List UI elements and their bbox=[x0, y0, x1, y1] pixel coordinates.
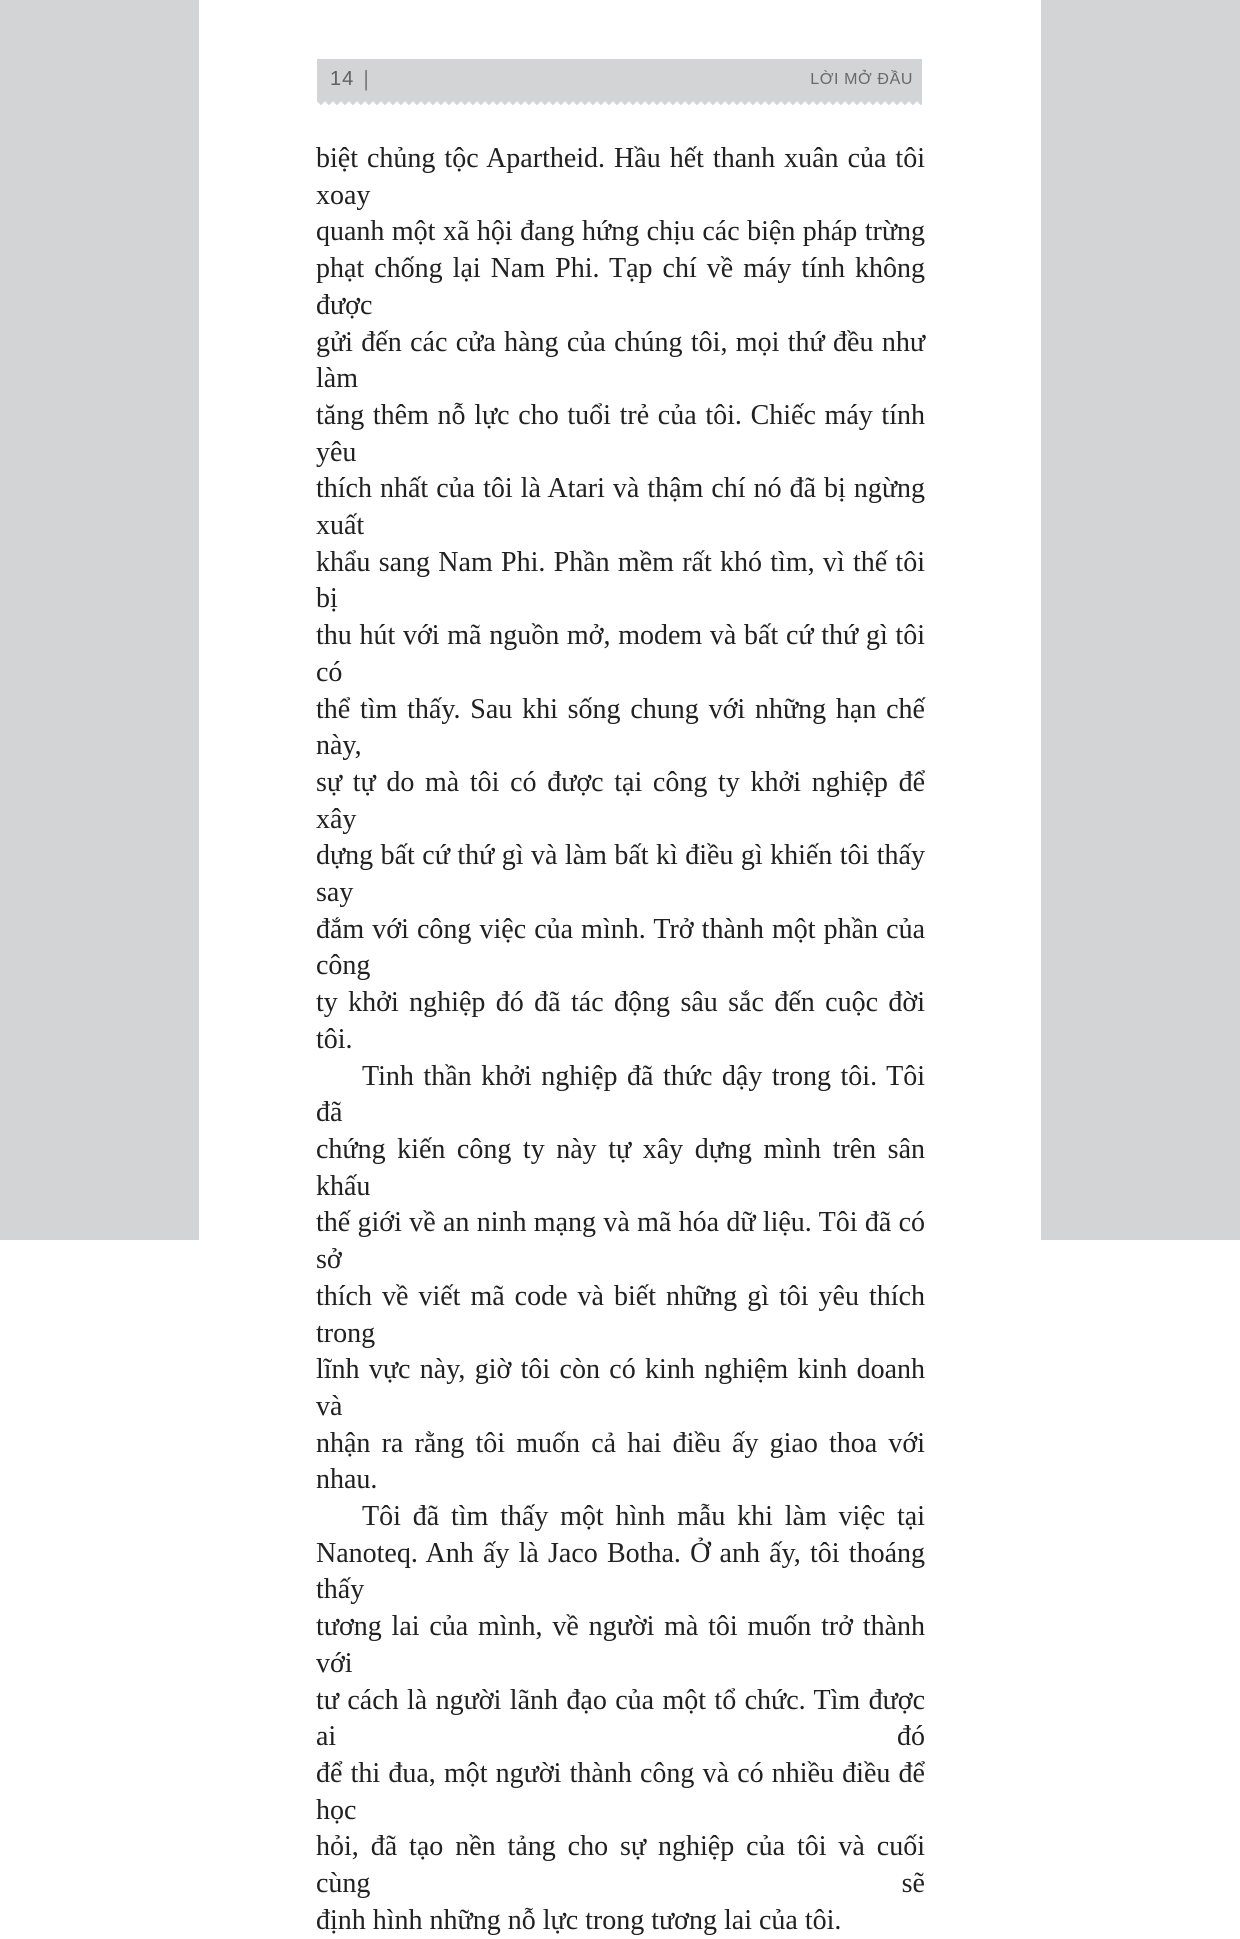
body-text bbox=[316, 141, 925, 1939]
text-line: để thi đua, một người thành công và có nhiều điều để học bbox=[316, 1757, 925, 1826]
text-line: thể tìm thấy. Sau khi sống chung với những hạn chế này, bbox=[316, 693, 925, 762]
text-line: ty khởi nghiệp đó đã tác động sâu sắc đến cuộc đời tôi. bbox=[316, 987, 925, 1055]
right-gutter bbox=[1041, 0, 1240, 1240]
text-line: Tôi đã tìm thấy một hình mẫu khi làm việc tại bbox=[362, 1501, 925, 1533]
page-header-band bbox=[317, 59, 922, 100]
text-line: dựng bất cứ thứ gì và làm bất kì điều gì khiến tôi thấy say bbox=[316, 840, 925, 909]
text-line: định hình những nỗ lực trong tương lai của tôi. bbox=[316, 1904, 842, 1936]
text-line: Nanoteq. Anh ấy là Jaco Botha. Ở anh ấy, tôi thoáng thấy bbox=[316, 1537, 925, 1606]
text-line: đắm với công việc của mình. Trở thành một phần của công bbox=[316, 913, 925, 982]
text-line: khẩu sang Nam Phi. Phần mềm rất khó tìm, vì thế tôi bị bbox=[316, 546, 925, 615]
text-line: tư cách là người lãnh đạo của một tổ chức. Tìm được ai đó bbox=[316, 1684, 925, 1753]
text-line: tương lai của mình, về người mà tôi muốn trở thành với bbox=[316, 1611, 925, 1679]
text-line: chứng kiến công ty này tự xây dựng mình trên sân khấu bbox=[316, 1133, 925, 1202]
text-line: nhận ra rằng tôi muốn cả hai điều ấy giao thoa với nhau. bbox=[316, 1427, 925, 1496]
text-line: thích nhất của tôi là Atari và thậm chí nó đã bị ngừng xuất bbox=[316, 473, 925, 542]
text-line: sự tự do mà tôi có được tại công ty khởi nghiệp để xây bbox=[316, 766, 925, 835]
page-number-divider: | bbox=[363, 65, 370, 91]
text-line: thế giới về an ninh mạng và mã hóa dữ liệu. Tôi đã có sở bbox=[316, 1207, 925, 1276]
left-gutter bbox=[0, 0, 199, 1240]
text-line: quanh một xã hội đang hứng chịu các biện pháp trừng bbox=[316, 216, 925, 248]
page-number bbox=[330, 67, 370, 93]
text-line: tăng thêm nỗ lực cho tuổi trẻ của tôi. Chiếc máy tính yêu bbox=[316, 399, 925, 468]
text-line: Tinh thần khởi nghiệp đã thức dậy trong tôi. Tôi đã bbox=[316, 1060, 925, 1129]
running-title: LỜI MỞ ĐẦU bbox=[810, 70, 913, 88]
text-line: thu hút với mã nguồn mở, modem và bất cứ thứ gì tôi có bbox=[316, 620, 925, 688]
text-line: biệt chủng tộc Apartheid. Hầu hết thanh xuân của tôi xoay bbox=[316, 143, 925, 211]
text-line: lĩnh vực này, giờ tôi còn có kinh nghiệm kinh doanh và bbox=[316, 1354, 925, 1422]
text-line: phạt chống lại Nam Phi. Tạp chí về máy tính không được bbox=[316, 253, 925, 321]
text-line: gửi đến các cửa hàng của chúng tôi, mọi thứ đều như làm bbox=[316, 326, 925, 395]
page-number-value: 14 bbox=[330, 68, 355, 90]
text-line: hỏi, đã tạo nền tảng cho sự nghiệp của tôi và cuối cùng sẽ bbox=[316, 1831, 925, 1900]
text-line: thích về viết mã code và biết những gì tôi yêu thích trong bbox=[316, 1280, 925, 1349]
